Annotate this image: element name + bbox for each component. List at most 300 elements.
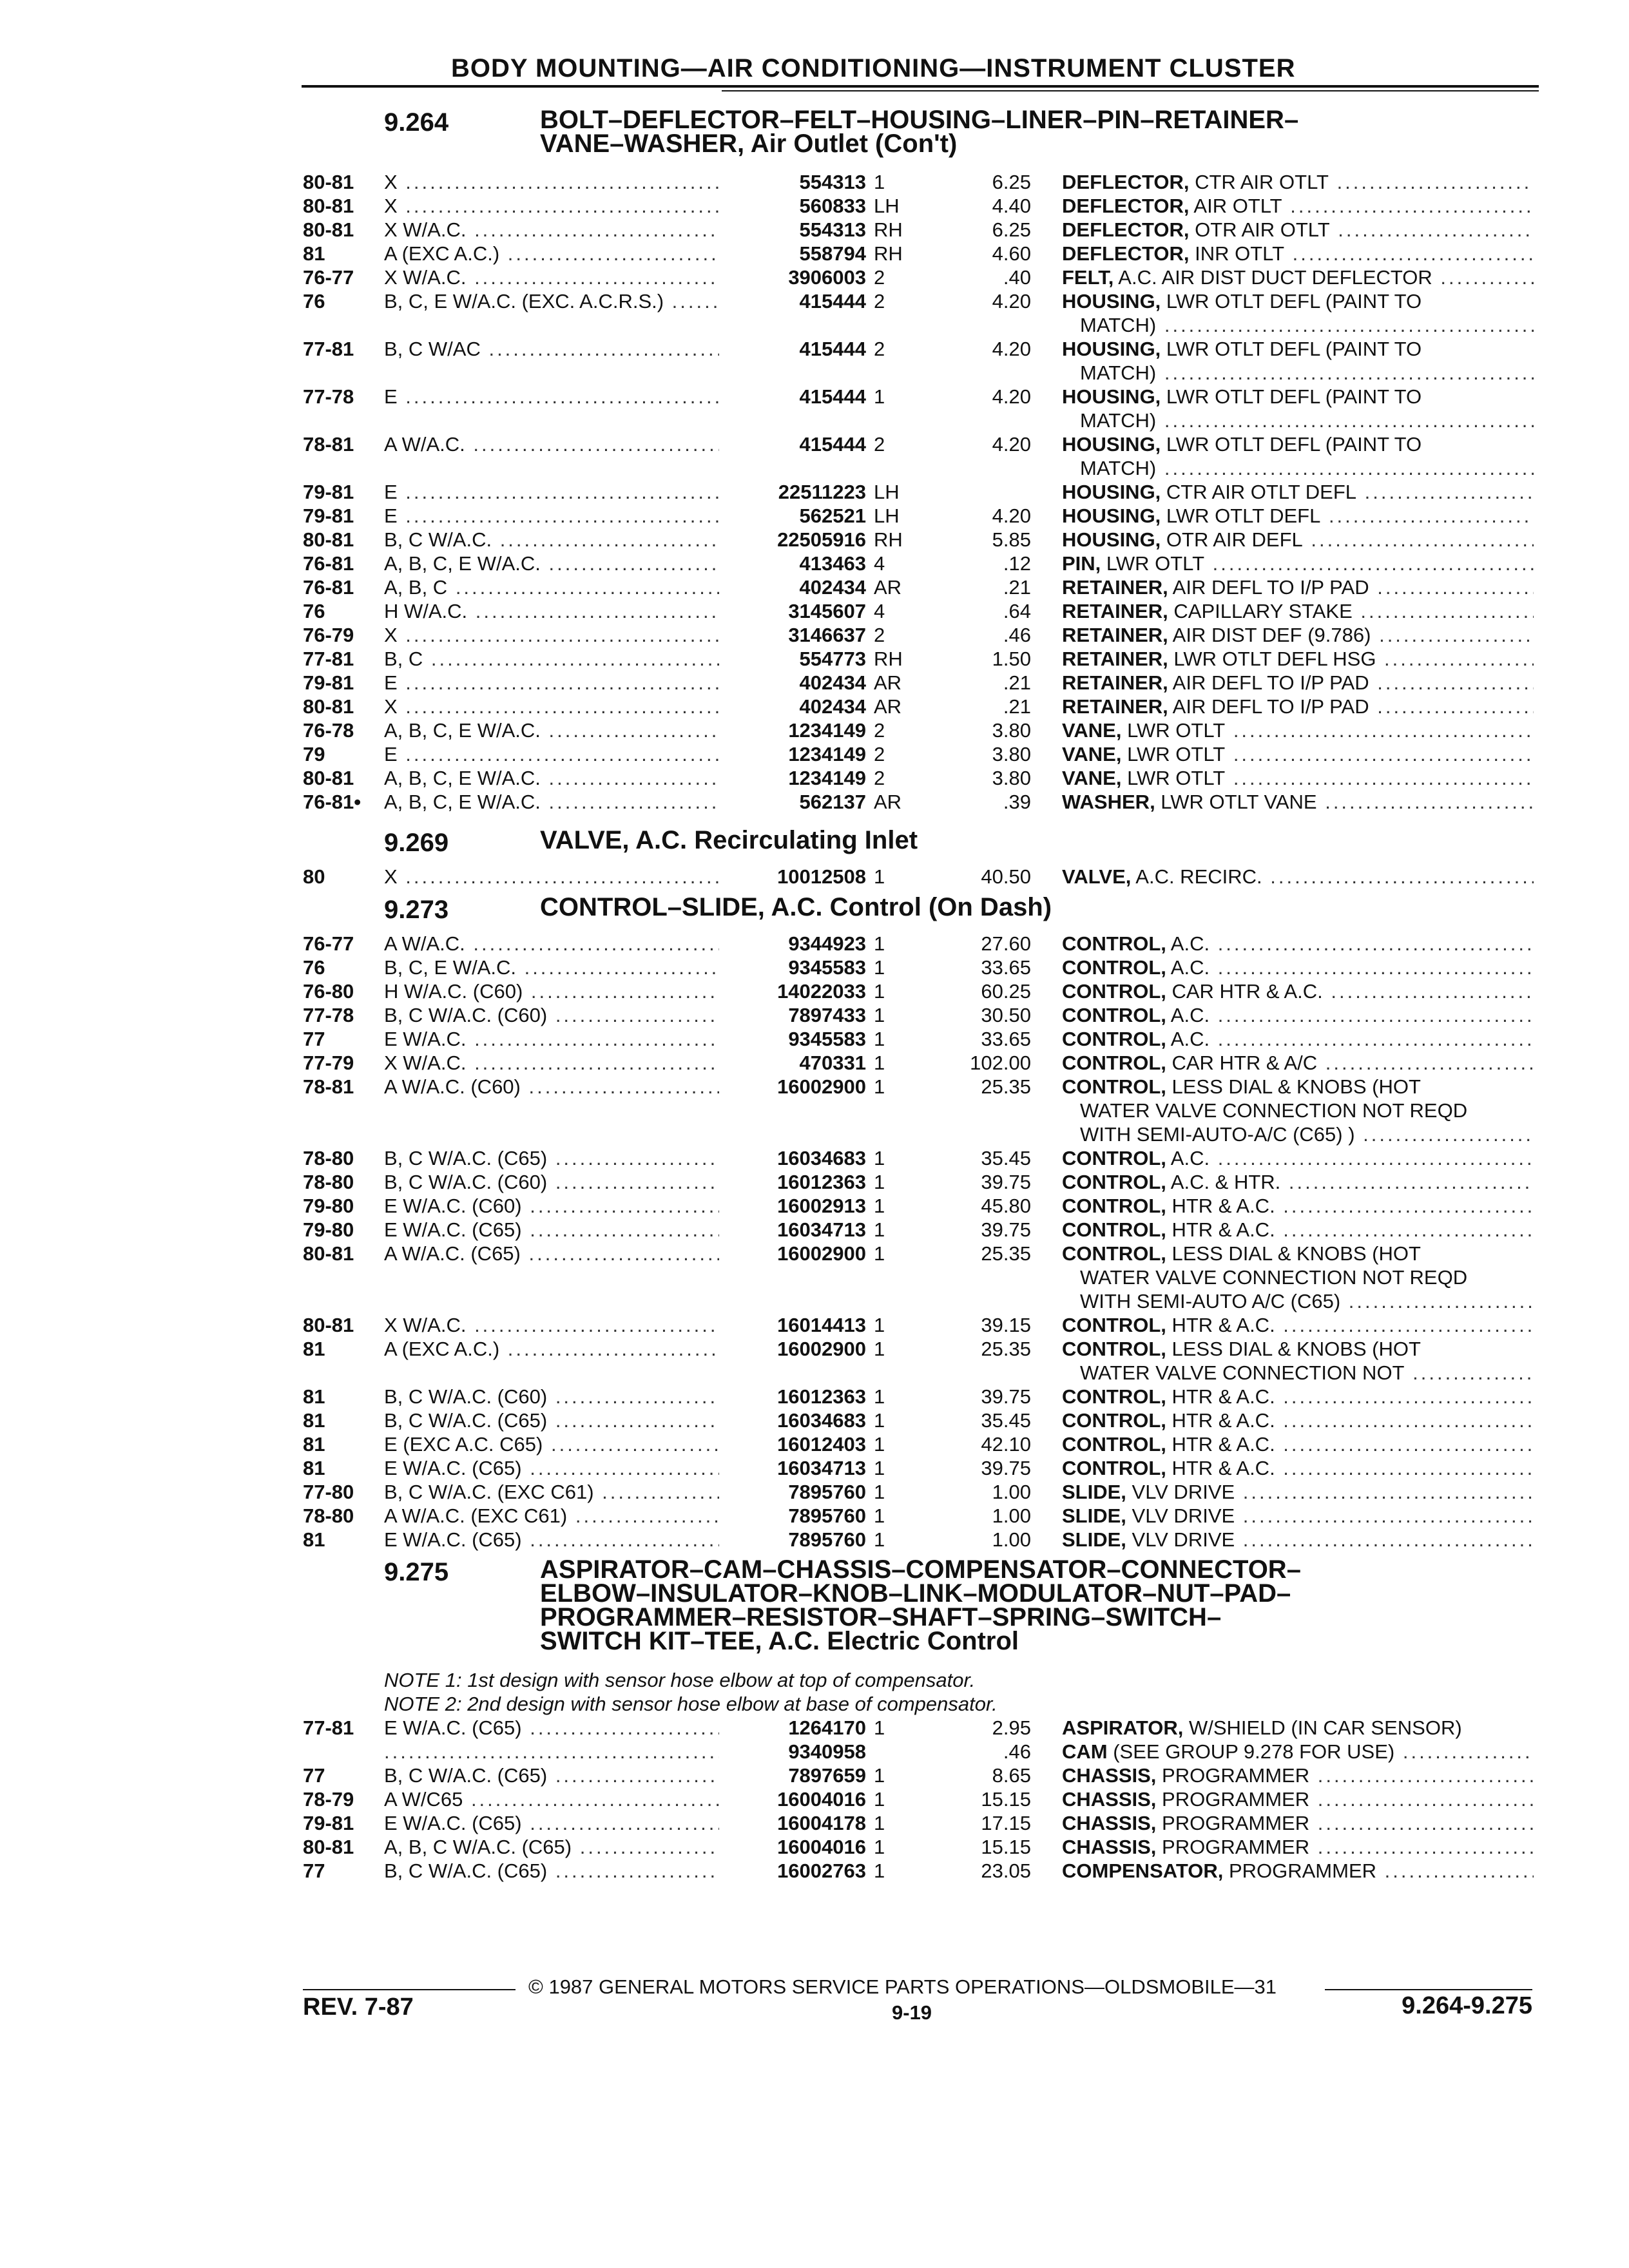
description-text: CAR HTR & A/C <box>1166 1052 1318 1074</box>
model-years: 78-80 <box>303 1171 354 1193</box>
description <box>1062 552 1534 575</box>
application: E W/A.C. (C65) ..... <box>384 1218 719 1242</box>
section-title <box>540 893 1052 921</box>
description-keyword: CONTROL, <box>1062 980 1166 1003</box>
section-note: NOTE 2: 2nd design with sensor hose elbow at base of compensator. <box>384 1693 998 1715</box>
part-number: 9345583 <box>788 956 866 979</box>
application: E ..... <box>384 504 719 528</box>
quantity: 1 <box>874 956 885 979</box>
description <box>1062 480 1534 504</box>
model-years: 77-80 <box>303 1481 354 1503</box>
application <box>384 1740 719 1763</box>
part-number: 22505916 <box>777 528 866 551</box>
description-text: CTR AIR OTLT DEFL <box>1161 481 1357 503</box>
description <box>1062 766 1534 790</box>
application: B, C W/A.C. (C65) ..... <box>384 1763 719 1787</box>
table-row <box>0 194 1629 218</box>
description-keyword: RETAINER, <box>1062 648 1168 670</box>
description <box>1062 671 1534 695</box>
price: .46 <box>1003 624 1031 646</box>
description <box>1062 742 1534 766</box>
table-row <box>0 1504 1629 1528</box>
description <box>1062 647 1534 671</box>
description-keyword: CONTROL, <box>1062 1385 1166 1408</box>
quantity: 1 <box>874 1812 885 1834</box>
application: A, B, C, E W/A.C. ..... <box>384 790 719 814</box>
table-row <box>0 742 1629 766</box>
description-text: LWR OTLT DEFL (PAINT TO <box>1161 290 1422 312</box>
quantity: 1 <box>874 1764 885 1787</box>
price: 4.60 <box>992 242 1031 265</box>
page-header-title: BODY MOUNTING—AIR CONDITIONING—INSTRUMENT CLUSTER <box>451 54 1296 82</box>
table-row <box>0 865 1629 889</box>
quantity: 1 <box>874 1028 885 1050</box>
part-number: 3145607 <box>788 600 866 622</box>
description-keyword: HOUSING, <box>1062 505 1161 527</box>
section-title-line: BOLT–DEFLECTOR–FELT–HOUSING–LINER–PIN–RETAINER– <box>540 106 1299 134</box>
description-text: A.C. RECIRC. <box>1131 865 1262 888</box>
application: B, C W/A.C. (C60) ..... <box>384 1170 719 1194</box>
price: 1.00 <box>992 1528 1031 1551</box>
model-years: 80-81 <box>303 1314 354 1336</box>
description-text: LWR OTLT <box>1121 719 1226 742</box>
part-number: 402434 <box>799 576 866 599</box>
model-years: 76-77 <box>303 932 354 955</box>
description <box>1062 790 1534 814</box>
quantity: 2 <box>874 290 885 312</box>
part-number: 22511223 <box>778 481 866 503</box>
part-number: 415444 <box>799 385 866 408</box>
table-row <box>0 1003 1629 1027</box>
quantity: LH <box>874 195 900 217</box>
table-row <box>0 1075 1629 1099</box>
application: H W/A.C. ..... <box>384 599 719 623</box>
quantity: 1 <box>874 1385 885 1408</box>
table-row <box>0 1787 1629 1811</box>
description <box>1062 1716 1534 1740</box>
model-years: 76-81• <box>303 791 361 813</box>
description-keyword: CONTROL, <box>1062 1004 1166 1026</box>
application: A, B, C W/A.C. (C65) ..... <box>384 1835 719 1859</box>
table-row <box>0 289 1629 313</box>
description-text: HTR & A.C. <box>1166 1409 1275 1432</box>
part-number: 10012508 <box>777 865 866 888</box>
price: 35.45 <box>981 1409 1031 1432</box>
description-keyword: CONTROL, <box>1062 932 1166 955</box>
table-row <box>0 979 1629 1003</box>
table-row <box>0 552 1629 575</box>
quantity: RH <box>874 242 903 265</box>
price: 39.75 <box>981 1171 1031 1193</box>
application: A (EXC A.C.) ..... <box>384 1337 719 1361</box>
quantity: 2 <box>874 719 885 742</box>
part-number: 7897659 <box>788 1764 866 1787</box>
section-title <box>540 826 918 854</box>
description-text: HTR & A.C. <box>1166 1433 1275 1456</box>
description-continuation: MATCH) ..... <box>1080 313 1534 337</box>
price: 33.65 <box>981 1028 1031 1050</box>
description-text: AIR DEFL TO I/P PAD <box>1168 671 1369 694</box>
description <box>1062 265 1534 289</box>
quantity: RH <box>874 218 903 241</box>
section-title-line: PROGRAMMER–RESISTOR–SHAFT–SPRING–SWITCH– <box>540 1603 1222 1631</box>
price: .46 <box>1003 1740 1031 1763</box>
price: 42.10 <box>981 1433 1031 1456</box>
description <box>1062 623 1534 647</box>
application: B, C ..... <box>384 647 719 671</box>
description <box>1062 504 1534 528</box>
description-text: PROGRAMMER <box>1156 1788 1310 1811</box>
part-number: 560833 <box>799 195 866 217</box>
description <box>1062 1528 1534 1552</box>
description-keyword: VANE, <box>1062 743 1122 765</box>
model-years: 79-81 <box>303 505 354 527</box>
part-number: 16034713 <box>777 1218 866 1241</box>
description <box>1062 385 1534 408</box>
quantity: RH <box>874 528 903 551</box>
description <box>1062 718 1534 742</box>
quantity: 1 <box>874 865 885 888</box>
description-keyword: HOUSING, <box>1062 528 1161 551</box>
description-keyword: HOUSING, <box>1062 433 1161 456</box>
price: 30.50 <box>981 1004 1031 1026</box>
description-text: W/SHIELD (IN CAR SENSOR) <box>1183 1716 1462 1739</box>
quantity: 1 <box>874 1788 885 1811</box>
part-number: 16002763 <box>777 1860 866 1882</box>
model-years: 78-79 <box>303 1788 354 1811</box>
description-text: OTR AIR OTLT <box>1189 218 1330 241</box>
description <box>1062 528 1534 552</box>
application: A, B, C ..... <box>384 575 719 599</box>
section-number: 9.269 <box>384 829 449 857</box>
part-number: 16012403 <box>777 1433 866 1456</box>
description-text: A.C. <box>1166 1028 1210 1050</box>
footer-rule-right <box>1325 1989 1532 1990</box>
part-number: 562521 <box>799 505 866 527</box>
model-years: 77-78 <box>303 385 354 408</box>
description-keyword: COMPENSATOR, <box>1062 1860 1224 1882</box>
price: 35.45 <box>981 1147 1031 1169</box>
model-years: 76-81 <box>303 576 354 599</box>
model-years: 78-80 <box>303 1147 354 1169</box>
description-keyword: CONTROL, <box>1062 1242 1166 1265</box>
description-keyword: DEFLECTOR, <box>1062 195 1190 217</box>
application: E W/A.C. (C65) ..... <box>384 1456 719 1480</box>
price: 4.20 <box>992 433 1031 456</box>
footer-rule-left <box>303 1989 516 1990</box>
model-years: 80-81 <box>303 1242 354 1265</box>
description <box>1062 1480 1534 1504</box>
description-text: AIR DIST DEF (9.786) <box>1168 624 1371 646</box>
table-row <box>0 790 1629 814</box>
price: 6.25 <box>992 171 1031 193</box>
part-number: 562137 <box>799 791 866 813</box>
price: .40 <box>1003 266 1031 289</box>
quantity: 1 <box>874 1716 885 1739</box>
quantity: 1 <box>874 1433 885 1456</box>
description <box>1062 194 1534 218</box>
part-number: 554313 <box>799 218 866 241</box>
price: 23.05 <box>981 1860 1031 1882</box>
application: B, C W/A.C. (C65) ..... <box>384 1859 719 1883</box>
description-text: (SEE GROUP 9.278 FOR USE) <box>1107 1740 1395 1763</box>
part-number: 3146637 <box>788 624 866 646</box>
section-title-line: CONTROL–SLIDE, A.C. Control (On Dash) <box>540 893 1052 921</box>
model-years: 76-81 <box>303 552 354 575</box>
footer-section-range: 9.264-9.275 <box>1402 1992 1532 2019</box>
table-row <box>0 932 1629 956</box>
part-number: 1234149 <box>788 719 866 742</box>
quantity: 1 <box>874 1338 885 1360</box>
price: .12 <box>1003 552 1031 575</box>
description-keyword: RETAINER, <box>1062 600 1168 622</box>
quantity: 1 <box>874 1504 885 1527</box>
description <box>1062 1194 1534 1218</box>
description-continuation: WITH SEMI-AUTO A/C (C65) ..... <box>1080 1289 1534 1313</box>
part-number: 14022033 <box>777 980 866 1003</box>
description <box>1062 1456 1534 1480</box>
price: 39.15 <box>981 1314 1031 1336</box>
quantity: 1 <box>874 1242 885 1265</box>
price: 3.80 <box>992 743 1031 765</box>
description-keyword: CHASSIS, <box>1062 1812 1157 1834</box>
model-years: 76-77 <box>303 266 354 289</box>
table-row <box>0 671 1629 695</box>
part-number: 16012363 <box>777 1385 866 1408</box>
description <box>1062 1027 1534 1051</box>
quantity: 1 <box>874 1314 885 1336</box>
description-keyword: DEFLECTOR, <box>1062 171 1190 193</box>
price: 39.75 <box>981 1457 1031 1479</box>
description-keyword: CONTROL, <box>1062 1052 1166 1074</box>
description-keyword: FELT, <box>1062 266 1114 289</box>
part-number: 16004016 <box>777 1836 866 1858</box>
description-keyword: CONTROL, <box>1062 1314 1166 1336</box>
part-number: 470331 <box>799 1052 866 1074</box>
description <box>1062 1242 1534 1265</box>
price: 39.75 <box>981 1385 1031 1408</box>
price: 102.00 <box>970 1052 1031 1074</box>
table-row <box>0 337 1629 361</box>
description <box>1062 575 1534 599</box>
price: 4.20 <box>992 385 1031 408</box>
application: X W/A.C. ..... <box>384 265 719 289</box>
description-keyword: RETAINER, <box>1062 576 1168 599</box>
application: B, C W/A.C. (C60) ..... <box>384 1385 719 1408</box>
application: E W/A.C. (C65) ..... <box>384 1528 719 1552</box>
model-years: 77-78 <box>303 1004 354 1026</box>
description-keyword: CAM <box>1062 1740 1108 1763</box>
description <box>1062 956 1534 979</box>
footer-revision: REV. 7-87 <box>303 1994 414 2021</box>
model-years: 76 <box>303 956 325 979</box>
description <box>1062 432 1534 456</box>
quantity: 1 <box>874 1004 885 1026</box>
part-number: 7897433 <box>788 1004 866 1026</box>
description <box>1062 1811 1534 1835</box>
description-text: HTR & A.C. <box>1166 1457 1275 1479</box>
description <box>1062 218 1534 242</box>
description <box>1062 1432 1534 1456</box>
description-text: AIR DEFL TO I/P PAD <box>1168 576 1369 599</box>
part-number: 16004178 <box>777 1812 866 1834</box>
description-keyword: VANE, <box>1062 767 1122 789</box>
application: E ..... <box>384 480 719 504</box>
description-keyword: CONTROL, <box>1062 1218 1166 1241</box>
description-continuation: WITH SEMI-AUTO-A/C (C65) ) ..... <box>1080 1122 1534 1146</box>
model-years: 80-81 <box>303 528 354 551</box>
price: 15.15 <box>981 1836 1031 1858</box>
description-continuation: MATCH) ..... <box>1080 456 1534 480</box>
table-row <box>0 1027 1629 1051</box>
description-text: VLV DRIVE <box>1126 1528 1235 1551</box>
table-row <box>0 242 1629 265</box>
description-keyword: DEFLECTOR, <box>1062 242 1190 265</box>
description <box>1062 1218 1534 1242</box>
quantity: 2 <box>874 266 885 289</box>
model-years: 77 <box>303 1028 325 1050</box>
application: B, C W/A.C. (C65) ..... <box>384 1146 719 1170</box>
description-text: HTR & A.C. <box>1166 1195 1275 1217</box>
description-text: LESS DIAL & KNOBS (HOT <box>1166 1075 1421 1098</box>
part-number: 16002900 <box>777 1075 866 1098</box>
description-keyword: DEFLECTOR, <box>1062 218 1190 241</box>
table-row <box>0 575 1629 599</box>
price: 17.15 <box>981 1812 1031 1834</box>
description-keyword: HOUSING, <box>1062 290 1161 312</box>
description-text: PROGRAMMER <box>1156 1836 1310 1858</box>
part-number: 413463 <box>799 552 866 575</box>
price: 40.50 <box>981 865 1031 888</box>
application: X ..... <box>384 695 719 718</box>
description-text: A.C. <box>1166 956 1210 979</box>
description-keyword: RETAINER, <box>1062 671 1168 694</box>
description-text: A.C. <box>1166 1004 1210 1026</box>
table-row <box>0 432 1629 456</box>
application: X ..... <box>384 623 719 647</box>
application: E W/A.C. (C60) ..... <box>384 1194 719 1218</box>
section-number: 9.273 <box>384 896 449 924</box>
price: 4.20 <box>992 505 1031 527</box>
model-years: 80-81 <box>303 171 354 193</box>
description-text: LESS DIAL & KNOBS (HOT <box>1166 1242 1421 1265</box>
price: 39.75 <box>981 1218 1031 1241</box>
description-text: CAPILLARY STAKE <box>1168 600 1353 622</box>
table-row <box>0 1337 1629 1361</box>
table-row <box>0 170 1629 194</box>
price: 45.80 <box>981 1195 1031 1217</box>
description-text: AIR DEFL TO I/P PAD <box>1168 695 1369 718</box>
description-text: INR OTLT <box>1189 242 1285 265</box>
description-continuation: MATCH) ..... <box>1080 361 1534 385</box>
description-text: LWR OTLT DEFL <box>1161 505 1321 527</box>
quantity: 1 <box>874 1052 885 1074</box>
part-number: 16004016 <box>777 1788 866 1811</box>
table-row <box>0 718 1629 742</box>
part-number: 1264170 <box>788 1716 866 1739</box>
quantity: 1 <box>874 932 885 955</box>
application: A W/A.C. (C60) ..... <box>384 1075 719 1099</box>
application: E ..... <box>384 671 719 695</box>
quantity: 1 <box>874 1860 885 1882</box>
quantity: 1 <box>874 1528 885 1551</box>
part-number: 415444 <box>799 290 866 312</box>
application: X ..... <box>384 170 719 194</box>
table-row <box>0 1194 1629 1218</box>
description <box>1062 1835 1534 1859</box>
part-number: 415444 <box>799 433 866 456</box>
description <box>1062 1003 1534 1027</box>
application: A W/A.C. (EXC C61) ..... <box>384 1504 719 1528</box>
quantity: 4 <box>874 552 885 575</box>
description-keyword: ASPIRATOR, <box>1062 1716 1184 1739</box>
part-number: 16034683 <box>777 1147 866 1169</box>
description <box>1062 1408 1534 1432</box>
part-number: 554313 <box>799 171 866 193</box>
description <box>1062 170 1534 194</box>
application: B, C, E W/A.C. (EXC. A.C.R.S.) ..... <box>384 289 719 313</box>
description <box>1062 289 1534 313</box>
model-years: 76-79 <box>303 624 354 646</box>
model-years: 80-81 <box>303 195 354 217</box>
table-row <box>0 528 1629 552</box>
description <box>1062 1313 1534 1337</box>
description <box>1062 695 1534 718</box>
description <box>1062 1075 1534 1099</box>
description-keyword: RETAINER, <box>1062 695 1168 718</box>
description <box>1062 1170 1534 1194</box>
quantity: LH <box>874 481 900 503</box>
table-row <box>0 1146 1629 1170</box>
model-years: 78-80 <box>303 1504 354 1527</box>
description-continuation: WATER VALVE CONNECTION NOT REQD <box>1080 1099 1468 1122</box>
description-keyword: CHASSIS, <box>1062 1788 1157 1811</box>
description-keyword: VANE, <box>1062 719 1122 742</box>
quantity: 2 <box>874 743 885 765</box>
model-years: 81 <box>303 1433 325 1456</box>
application: A, B, C, E W/A.C. ..... <box>384 552 719 575</box>
table-row <box>0 1408 1629 1432</box>
table-row <box>0 647 1629 671</box>
description-text: LESS DIAL & KNOBS (HOT <box>1166 1338 1421 1360</box>
footer-copyright: © 1987 GENERAL MOTORS SERVICE PARTS OPERATIONS—OLDSMOBILE—31 <box>528 1975 1277 1998</box>
model-years: 81 <box>303 1409 325 1432</box>
description-keyword: HOUSING, <box>1062 385 1161 408</box>
price: .39 <box>1003 791 1031 813</box>
application: E ..... <box>384 385 719 408</box>
model-years: 80-81 <box>303 695 354 718</box>
quantity: AR <box>874 576 902 599</box>
part-number: 558794 <box>799 242 866 265</box>
application: E W/A.C. ..... <box>384 1027 719 1051</box>
table-row <box>0 1716 1629 1740</box>
price: 27.60 <box>981 932 1031 955</box>
application: E (EXC A.C. C65) ..... <box>384 1432 719 1456</box>
description-keyword: CONTROL, <box>1062 1075 1166 1098</box>
part-number: 402434 <box>799 671 866 694</box>
price: 25.35 <box>981 1242 1031 1265</box>
description <box>1062 1051 1534 1075</box>
price: 6.25 <box>992 218 1031 241</box>
description-keyword: CONTROL, <box>1062 1171 1166 1193</box>
price: 60.25 <box>981 980 1031 1003</box>
part-number: 16034683 <box>777 1409 866 1432</box>
description-text: CAR HTR & A.C. <box>1166 980 1323 1003</box>
model-years: 77-79 <box>303 1052 354 1074</box>
model-years: 80-81 <box>303 218 354 241</box>
table-row <box>0 1763 1629 1787</box>
section-title <box>540 1555 1301 1655</box>
